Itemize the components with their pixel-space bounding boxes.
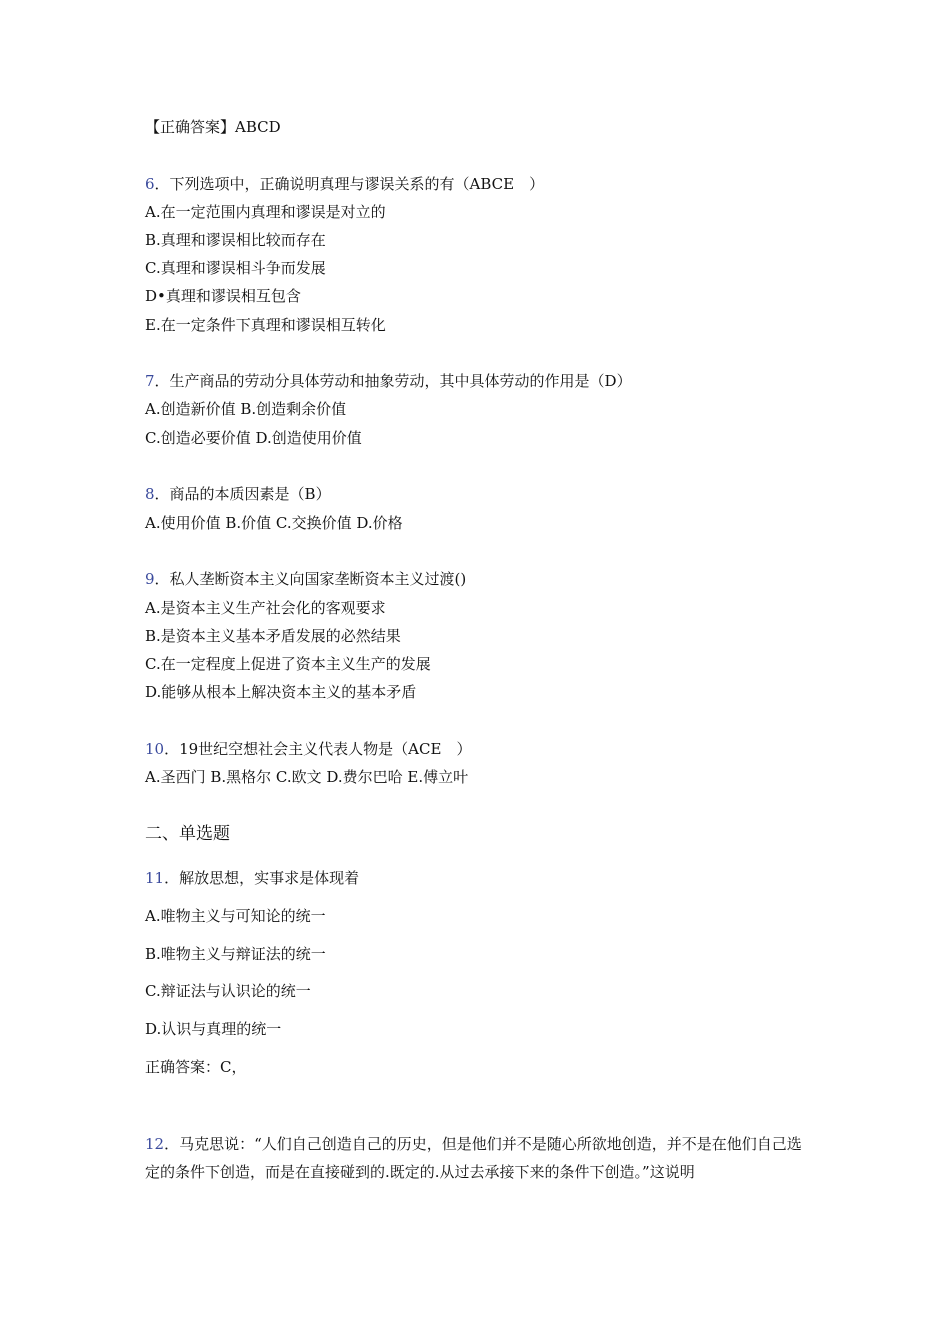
question-9-option-c: C.在一定程度上促进了资本主义生产的发展 [145, 655, 431, 673]
question-7-options-line-2: C.创造必要价值 D.创造使用价值 [145, 429, 362, 447]
question-6-option-b: B.真理和谬误相比较而存在 [145, 231, 326, 249]
question-text: ．生产商品的劳动分具体劳动和抽象劳动，其中具体劳动的作用是（D） [154, 372, 632, 390]
question-number: 10 [145, 740, 165, 758]
question-6-option-d: D•真理和谬误相互包含 [145, 287, 301, 305]
question-number: 12 [145, 1135, 165, 1153]
question-11-option-a: A.唯物主义与可知论的统一 [145, 907, 326, 925]
question-text: ．下列选项中，正确说明真理与谬误关系的有（ABCE ） [154, 175, 545, 193]
question-10-stem [145, 739, 471, 759]
question-9-option-b: B.是资本主义基本矛盾发展的必然结果 [145, 627, 401, 645]
question-9-option-d: D.能够从根本上解决资本主义的基本矛盾 [145, 683, 417, 701]
question-8-options: A.使用价值 B.价值 C.交换价值 D.价格 [145, 514, 403, 532]
question-text: ．解放思想，实事求是体现着 [164, 869, 360, 887]
question-number: 7 [145, 372, 155, 390]
question-9-option-a: A.是资本主义生产社会化的客观要求 [145, 599, 386, 617]
question-number: 11 [145, 869, 165, 887]
question-11-stem [145, 868, 359, 888]
question-text: ．马克思说：“人们自己创造自己的历史，但是他们并不是随心所欲地创造，并不是在他们自己选定的条件下创造，而是在直接碰到的.既定的.从过去承接下来的条件下创造。”这说明 [145, 1135, 802, 1181]
question-11-option-c: C.辩证法与认识论的统一 [145, 982, 311, 1000]
question-11-option-b: B.唯物主义与辩证法的统一 [145, 945, 326, 963]
question-6-option-e: E.在一定条件下真理和谬误相互转化 [145, 316, 386, 334]
question-11-answer: 正确答案：C， [145, 1058, 247, 1076]
question-number: 8 [145, 485, 155, 503]
question-text: ．商品的本质因素是（B） [154, 485, 331, 503]
question-7-stem [145, 371, 632, 391]
question-9-stem [145, 569, 466, 589]
question-text: ．19世纪空想社会主义代表人物是（ACE ） [164, 740, 472, 758]
question-number: 9 [145, 570, 155, 588]
previous-answer: 【正确答案】ABCD [145, 118, 281, 136]
question-7-options-line-1: A.创造新价值 B.创造剩余价值 [145, 400, 347, 418]
question-12-stem [145, 1130, 810, 1186]
question-6-option-a: A.在一定范围内真理和谬误是对立的 [145, 203, 386, 221]
question-11-option-d: D.认识与真理的统一 [145, 1020, 282, 1038]
question-6-option-c: C.真理和谬误相斗争而发展 [145, 259, 326, 277]
question-number: 6 [145, 175, 155, 193]
question-8-stem [145, 484, 331, 504]
question-6-stem [145, 174, 544, 194]
question-10-options: A.圣西门 B.黑格尔 C.欧文 D.费尔巴哈 E.傅立叶 [145, 768, 469, 786]
question-text: ．私人垄断资本主义向国家垄断资本主义过渡() [154, 570, 467, 588]
section-heading: 二、单选题 [145, 824, 230, 844]
